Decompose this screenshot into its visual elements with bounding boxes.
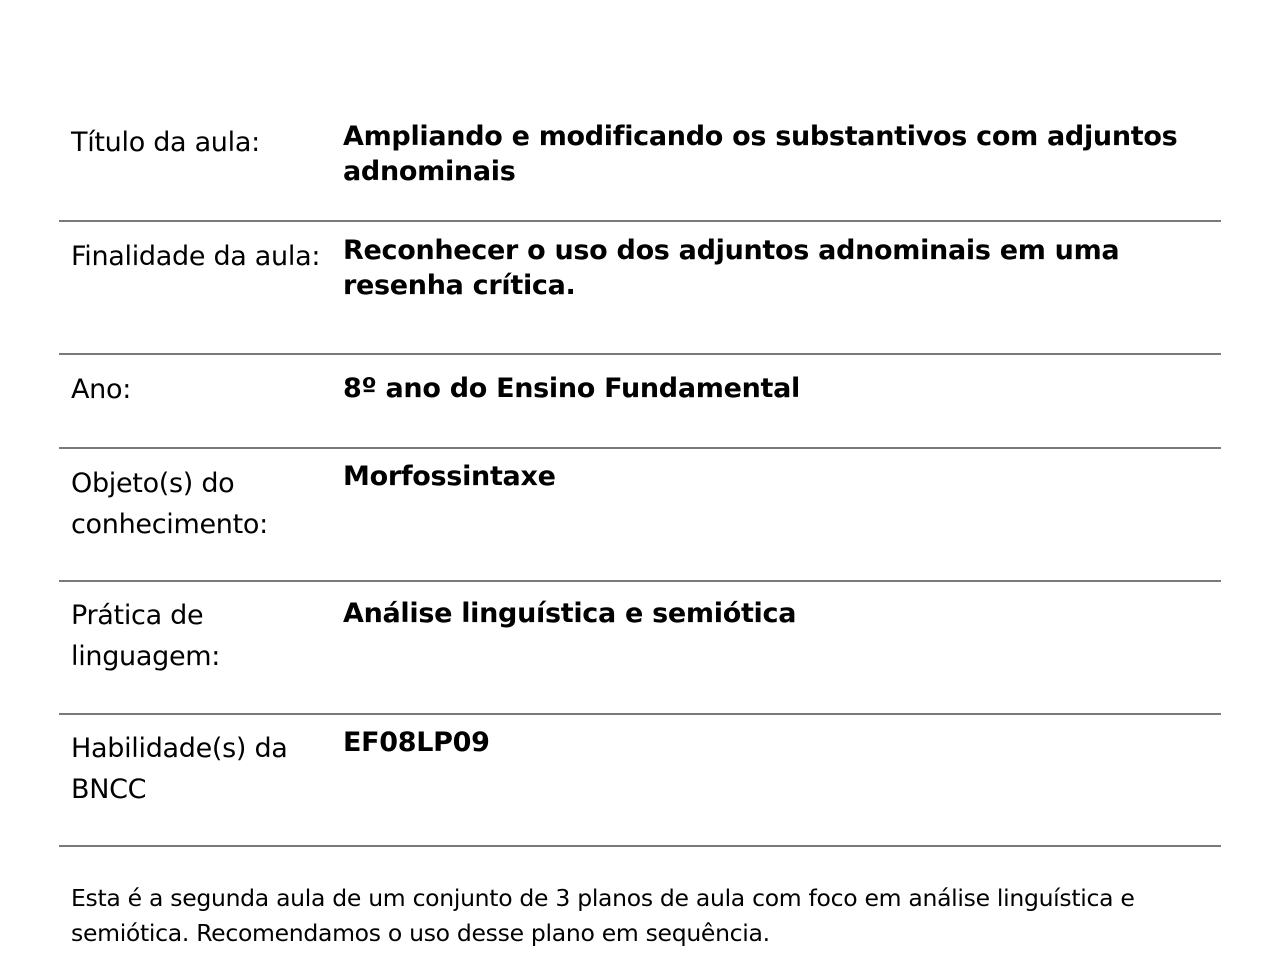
lesson-plan-sheet bbox=[59, 104, 1221, 974]
row-lesson-title bbox=[59, 104, 1221, 221]
row-knowledge-object bbox=[59, 448, 1221, 581]
lesson-purpose-label: Finalidade da aula: bbox=[59, 221, 343, 354]
school-year-label: Ano: bbox=[59, 354, 343, 448]
knowledge-object-value: Morfossintaxe bbox=[343, 448, 1221, 581]
lesson-title-value: Ampliando e modificando os substantivos com adjuntos adnominais bbox=[343, 104, 1221, 221]
language-practice-label: Prática de linguagem: bbox=[59, 581, 343, 714]
school-year-value: 8º ano do Ensino Fundamental bbox=[343, 354, 1221, 448]
lesson-sequence-note: Esta é a segunda aula de um conjunto de 3 planos de aula com foco em análise linguística e semiótica. Recomendamos o uso desse plano em sequência. bbox=[71, 883, 1135, 947]
bncc-skill-label: Habilidade(s) da BNCC bbox=[59, 714, 343, 846]
lesson-purpose-value: Reconhecer o uso dos adjuntos adnominais em uma resenha crítica. bbox=[343, 221, 1221, 354]
row-bncc-skill bbox=[59, 714, 1221, 846]
row-lesson-purpose bbox=[59, 221, 1221, 354]
row-school-year bbox=[59, 354, 1221, 448]
language-practice-value: Análise linguística e semiótica bbox=[343, 581, 1221, 714]
bncc-skill-value: EF08LP09 bbox=[343, 714, 1221, 846]
knowledge-object-label: Objeto(s) do conhecimento: bbox=[59, 448, 343, 581]
row-language-practice bbox=[59, 581, 1221, 714]
lesson-title-label: Título da aula: bbox=[59, 104, 343, 221]
lesson-info-table bbox=[59, 104, 1221, 847]
